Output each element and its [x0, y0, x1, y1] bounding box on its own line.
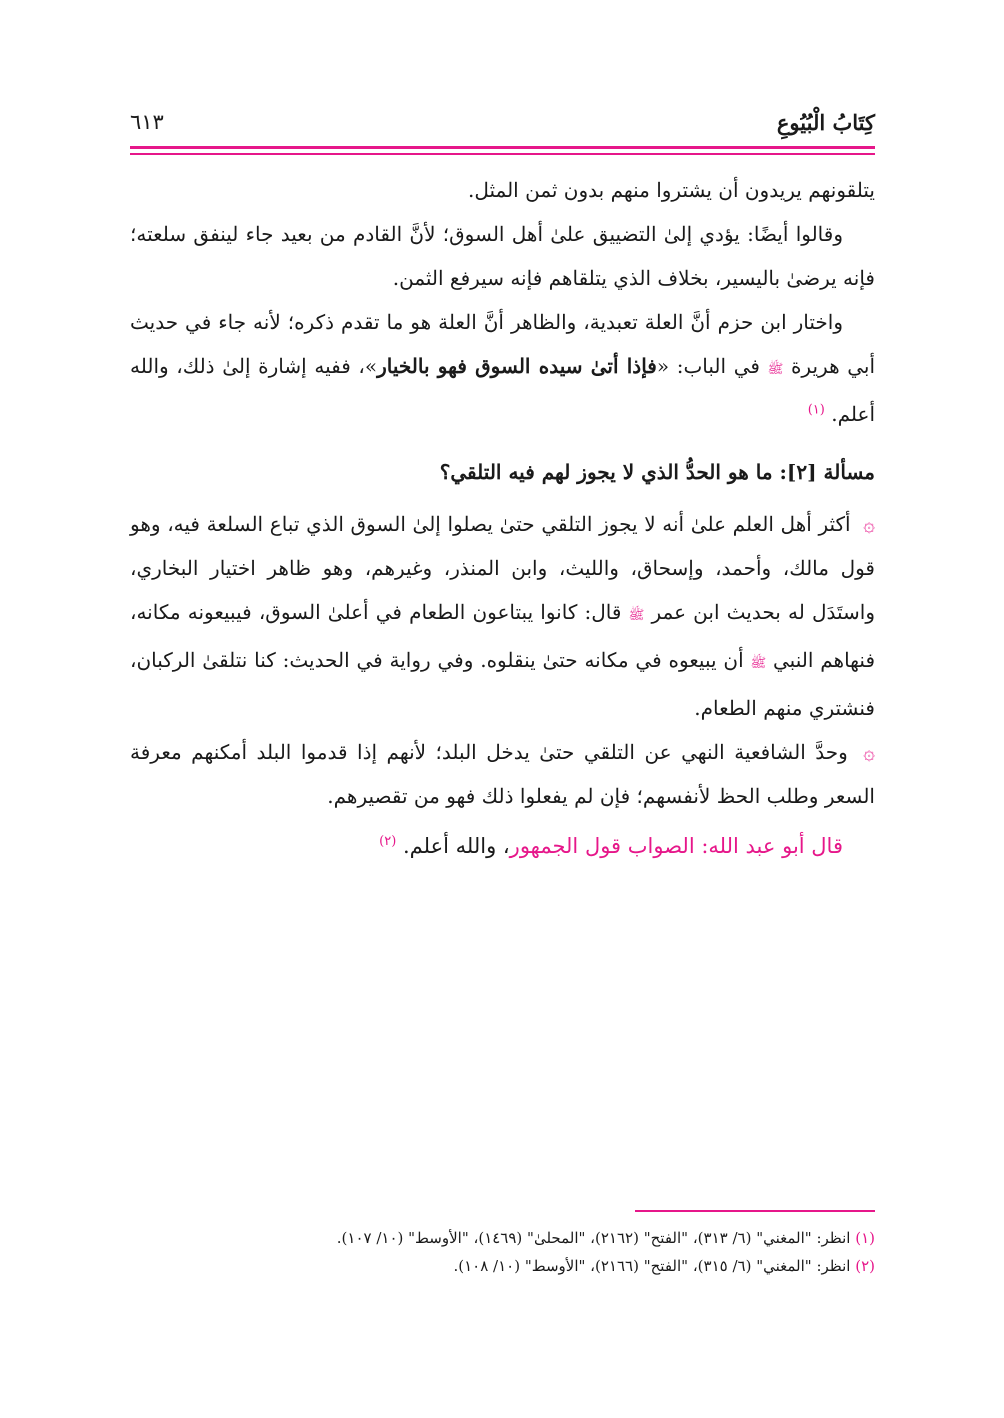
footnotes [130, 1224, 875, 1280]
conclusion-lead: قال أبو عبد الله: الصواب قول الجمهور [509, 834, 843, 858]
bullet-2-text: وحدَّ الشافعية النهي عن التلقي حتىٰ يدخل البلد؛ لأنهم إذا قدموا البلد أمكنهم معرفة السعر وطلب الحظ لأنفسهم؛ فإن لم يفعلوا ذلك فهو من تقصيرهم. [130, 740, 875, 808]
book-page [130, 110, 876, 1275]
honorific-mark: ﷺ [767, 362, 784, 377]
paragraph-3-text-c: »، ففيه إشارة إلىٰ ذلك، والله أعلم. [130, 354, 875, 426]
page-header [130, 110, 875, 148]
footnote-2 [130, 1252, 875, 1280]
paragraph-3-text-a: واختار ابن حزم أنَّ العلة تعبدية، والظاهر أنَّ العلة هو ما تقدم ذكره؛ لأنه جاء في حديث أبي هريرة [130, 310, 876, 378]
chapter-title: كِتَابُ الْبُيُوعِ [776, 110, 875, 135]
bullet-2 [130, 730, 875, 818]
footnote-text: انظر: "المغني" (٦/ ٣١٥)، "الفتح" (٢١٦٦)، "الأوسط" (١٠/ ١٠٨). [453, 1257, 851, 1275]
honorific-mark: ﷺ [628, 608, 645, 623]
footnote-ref-2[interactable]: (٢) [379, 834, 397, 849]
paragraph-3-text-b: في الباب: « [656, 354, 760, 378]
footnote-number: (٢) [855, 1257, 875, 1275]
bullet-1 [130, 502, 875, 730]
bullet-ornament-icon: ۞ [863, 512, 876, 536]
footnote-text: انظر: "المغني" (٦/ ٣١٣)، "الفتح" (٢١٦٢)، "المحلىٰ" (١٤٦٩)، "الأوسط" (١٠/ ١٠٧). [336, 1229, 851, 1247]
bullet-ornament-icon: ۞ [863, 740, 876, 764]
honorific-mark: ﷺ [750, 656, 767, 671]
paragraph-3 [130, 300, 875, 436]
conclusion-tail: ، والله أعلم. [402, 834, 510, 858]
footnote-number: (١) [855, 1229, 875, 1247]
main-text [130, 168, 875, 870]
bullet-1-text-c: أن يبيعوه في مكانه حتىٰ ينقلوه. وفي رواية في الحديث: كنا نتلقىٰ الركبان، فنشتري منهم الطعام. [130, 648, 875, 720]
hadith-quote: فإذا أتىٰ سيده السوق فهو بالخيار [377, 354, 657, 378]
footnote-1 [130, 1224, 875, 1252]
conclusion [130, 822, 875, 870]
paragraph-1: يتلقونهم يريدون أن يشتروا منهم بدون ثمن المثل. [467, 178, 875, 202]
paragraph-2: وقالوا أيضًا: يؤدي إلىٰ التضييق علىٰ أهل السوق؛ لأنَّ القادم من بعيد جاء لينفق سلعته؛ فإنه يرضىٰ باليسير، بخلاف الذي يتلقاهم فإنه سيرفع الثمن. [130, 222, 875, 290]
page-number: ٦١٣ [130, 110, 164, 134]
footnote-divider [635, 1210, 875, 1212]
bullet-1-text-b: قال: كانوا يبتاعون الطعام في أعلىٰ السوق، فيبيعونه مكانه، فنهاهم النبي [130, 600, 875, 672]
header-rule-thick [130, 146, 875, 149]
header-rule-thin [130, 153, 875, 155]
bullet-1-text-a: أكثر أهل العلم علىٰ أنه لا يجوز التلقي حتىٰ يصلوا إلىٰ السوق الذي تباع السلعة فيه، وهو قول مالك، وأحمد، وإسحاق، والليث، وابن المنذر، وغيرهم، وهو ظاهر اختيار البخاري، واستَدَل له بحديث ابن عمر [130, 512, 875, 624]
footnote-ref-1[interactable]: (١) [807, 402, 825, 418]
issue-heading: مسألة [٢]: ما هو الحدُّ الذي لا يجوز لهم فيه التلقي؟ [439, 460, 875, 484]
